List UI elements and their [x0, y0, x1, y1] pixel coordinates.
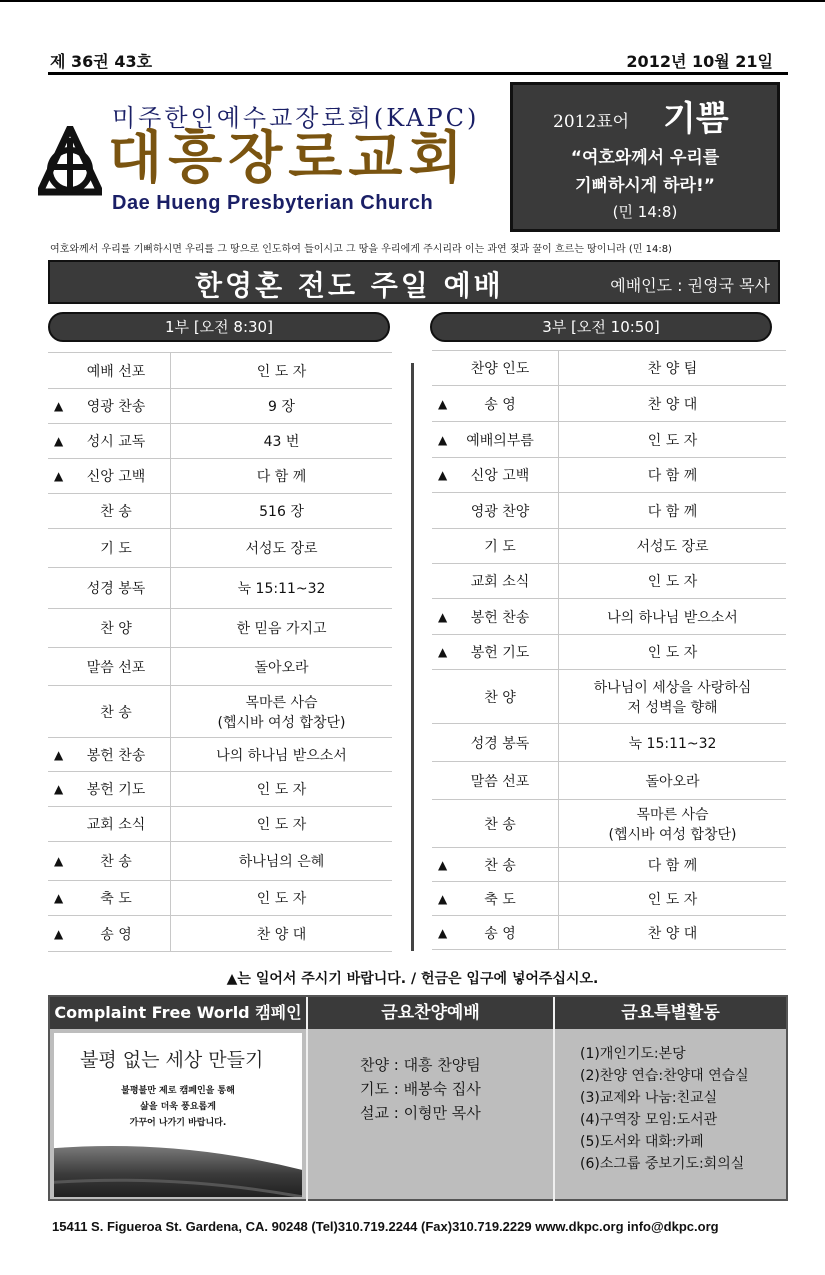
service-item-value	[559, 529, 787, 564]
service-item-value	[171, 881, 393, 916]
motto-year-label: 2012표어	[553, 112, 630, 132]
service-item-value-line: (헵시바 여성 합창단)	[608, 826, 737, 843]
campaign-line: 삶을 더욱 풍요롭게	[140, 1102, 216, 1112]
header-rule	[48, 72, 788, 75]
service-row	[432, 762, 786, 800]
service-row	[48, 459, 392, 494]
service-item-label: 송 영	[484, 925, 516, 942]
stand-marker-icon: ▲	[54, 926, 64, 941]
service-item-value	[559, 762, 787, 800]
service-item-label: 말씀 선포	[470, 773, 530, 790]
motto-reference: (민 14:8)	[612, 203, 678, 221]
service3-heading: 3부 [오전 10:50]	[430, 312, 772, 342]
service-item-label-cell	[432, 564, 559, 599]
year-motto-box	[510, 82, 780, 232]
service-item-label-cell	[48, 568, 171, 609]
service-row	[432, 529, 786, 564]
service-item-value-line: 43 번	[263, 434, 300, 450]
service-row	[48, 568, 392, 609]
service-item-value-line: 인 도 자	[256, 891, 307, 907]
church-logo-icon	[38, 126, 102, 196]
service-item-value-line: 찬 양 대	[647, 396, 698, 413]
friday-worship-item: 설교 : 이형만 목사	[360, 1104, 481, 1122]
service-title-bar	[48, 260, 780, 304]
service-item-label-cell	[48, 389, 171, 424]
service-item-value-line: 인 도 자	[647, 574, 698, 590]
service-item-label: 영광 찬송	[86, 399, 146, 415]
service-item-label-cell	[48, 738, 171, 772]
motto-line-2: 기뻐하시게 하라!”	[575, 176, 715, 196]
campaign-line: 가꾸어 나가기 바랍니다.	[129, 1118, 227, 1128]
service-item-value-line: 인 도 자	[647, 891, 698, 908]
stand-marker-icon: ▲	[438, 609, 448, 624]
activity-item: (5)도서와 대화:카페	[580, 1134, 704, 1150]
service-row	[48, 389, 392, 424]
service-row	[48, 772, 392, 807]
service-item-label: 성경 봉독	[86, 581, 146, 597]
service-item-label-cell	[432, 916, 559, 950]
service-item-label: 찬 양	[100, 621, 132, 637]
service-item-label: 봉헌 기도	[86, 782, 146, 798]
activity-item: (1)개인기도:본당	[580, 1046, 686, 1062]
service-row	[48, 807, 392, 842]
service-item-label-cell	[48, 916, 171, 952]
column-divider	[411, 363, 414, 951]
service-item-label: 신앙 고백	[86, 469, 146, 485]
friday-worship-item: 찬양 : 대흥 찬양팀	[360, 1056, 481, 1074]
service-item-value	[559, 386, 787, 422]
stand-marker-icon: ▲	[54, 747, 64, 762]
service-row	[48, 881, 392, 916]
service-item-value-line: 눅 15:11~32	[237, 581, 326, 597]
service-item-value-line: 다 함 께	[647, 857, 698, 874]
service-item-label: 예배 선포	[86, 363, 146, 380]
service-item-value-line: 저 성벽을 향해	[627, 699, 718, 716]
service-item-value-line: 목마른 사슴	[245, 694, 318, 711]
service-item-label-cell	[48, 529, 171, 568]
stand-marker-icon: ▲	[438, 468, 448, 482]
motto-line-1: “여호와께서 우리를	[570, 148, 720, 168]
service-item-value-line: 인 도 자	[256, 363, 307, 380]
service-item-value	[559, 635, 787, 670]
stand-marker-icon: ▲	[54, 399, 64, 413]
service-item-label-cell	[432, 882, 559, 916]
campaign-line: 불평불만 제로 캠페인을 통해	[121, 1086, 235, 1096]
service-item-label: 찬 송	[100, 704, 132, 721]
stand-marker-icon: ▲	[438, 396, 448, 411]
service-item-value	[171, 738, 393, 772]
service-item-label-cell	[432, 351, 559, 386]
service-item-label-cell	[432, 386, 559, 422]
service-item-value	[559, 458, 787, 493]
service-item-value	[559, 599, 787, 635]
service-item-label-cell	[432, 635, 559, 670]
service-row	[432, 800, 786, 848]
service-item-value-line: 한 믿음 가지고	[236, 621, 327, 637]
service-item-label-cell	[432, 762, 559, 800]
service-item-value	[559, 916, 787, 950]
service-item-value	[171, 842, 393, 881]
service-item-value-line: 찬 양 대	[647, 925, 698, 942]
service-row	[432, 882, 786, 916]
service-item-value-line: 나의 하나님 받으소서	[216, 747, 347, 764]
service-item-value	[171, 686, 393, 738]
service-row	[432, 916, 786, 950]
service-row	[48, 842, 392, 881]
service-item-value	[171, 568, 393, 609]
service-item-value	[559, 882, 787, 916]
service-item-value	[559, 351, 787, 386]
service-item-value-line: 다 함 께	[256, 469, 307, 485]
service-row	[48, 738, 392, 772]
service-item-label-cell	[48, 686, 171, 738]
service-item-label: 봉헌 찬송	[86, 747, 146, 764]
service-item-label-cell	[432, 422, 559, 458]
service-item-label-cell	[432, 848, 559, 882]
service-item-label: 교회 소식	[86, 817, 146, 833]
service-item-value	[171, 353, 393, 389]
service-item-label: 기 도	[484, 539, 516, 555]
motto-word: 기쁨	[663, 99, 729, 139]
service-item-label-cell	[48, 353, 171, 389]
service-item-label: 찬양 인도	[470, 361, 530, 377]
stand-marker-icon: ▲	[54, 469, 64, 483]
service-item-value	[559, 564, 787, 599]
service-row	[48, 686, 392, 738]
service-item-value-line: 찬 양 팀	[647, 361, 698, 377]
service-item-value	[171, 609, 393, 648]
church-name: 대흥장로교회	[108, 125, 469, 191]
service-item-value	[171, 807, 393, 842]
service-item-value-line: 하나님이 세상을 사랑하심	[593, 679, 752, 696]
friday-worship-item: 기도 : 배봉숙 집사	[360, 1080, 481, 1098]
bulletin-date: 2012년 10월 21일	[626, 52, 773, 71]
service-row	[48, 424, 392, 459]
service-item-label: 성경 봉독	[470, 735, 530, 752]
activity-item: (3)교제와 나눔:친교실	[580, 1090, 718, 1106]
service-item-value	[559, 848, 787, 882]
service1-order-table	[48, 352, 392, 952]
service-item-value-line: 눅 15:11~32	[628, 735, 717, 752]
service-item-label-cell	[48, 842, 171, 881]
service-item-label: 교회 소식	[470, 574, 530, 590]
service-item-label: 찬 송	[100, 504, 132, 520]
service-item-value	[559, 493, 787, 529]
service-item-value-line: 목마른 사슴	[636, 806, 709, 823]
service-item-label: 성시 교독	[86, 434, 146, 450]
denomination-name: 미주한인예수교장로회(KAPC)	[112, 104, 480, 132]
activity-item: (2)찬양 연습:찬양대 연습실	[580, 1068, 749, 1084]
stand-marker-icon: ▲	[438, 891, 448, 906]
motto-verse: 여호와께서 우리를 기뻐하시면 우리를 그 땅으로 인도하여 들이시고 그 땅을 우리에게 주시리라 이는 과연 젖과 꿀이 흐르는 땅이니라 (민 14:8)	[50, 244, 672, 255]
service-leader: 예배인도 : 권영국 목사	[610, 276, 770, 295]
service-item-label: 신앙 고백	[470, 468, 530, 484]
service-item-value-line: 인 도 자	[647, 645, 698, 661]
service-item-label-cell	[48, 609, 171, 648]
service-item-value-line: 찬 양 대	[256, 926, 307, 943]
standing-note: ▲는 일어서 주시기 바랍니다. / 헌금은 입구에 넣어주십시오.	[226, 971, 599, 987]
service-item-label-cell	[48, 807, 171, 842]
service-item-value	[171, 772, 393, 807]
service-item-value	[559, 724, 787, 762]
service-item-label: 예배의부름	[466, 432, 534, 449]
service-item-value-line: 인 도 자	[647, 432, 698, 449]
panel-divider	[553, 997, 555, 1201]
service-row	[432, 724, 786, 762]
service-row	[48, 353, 392, 389]
service-item-label: 영광 찬양	[470, 503, 530, 520]
church-contact-footer: 15411 S. Figueroa St. Gardena, CA. 90248 (Tel)310.719.2244 (Fax)310.719.2229 www.dkpc.org info@dkpc.org	[52, 1219, 719, 1234]
service-row	[432, 564, 786, 599]
bottom-info-panel	[48, 995, 788, 1201]
service-item-label: 찬 송	[100, 854, 132, 870]
service-item-label: 말씀 선포	[86, 659, 146, 676]
service-item-value	[559, 800, 787, 848]
service-item-value-line: 516 장	[259, 504, 304, 520]
panel-divider	[306, 997, 308, 1201]
service-row	[48, 916, 392, 952]
service-item-value-line: 돌아오라	[645, 773, 700, 790]
service-row	[432, 493, 786, 529]
service-item-label: 기 도	[100, 541, 132, 557]
service-item-value-line: 서성도 장로	[636, 539, 709, 555]
top-border	[0, 0, 825, 2]
service-item-label-cell	[48, 648, 171, 686]
service-item-label-cell	[48, 424, 171, 459]
service-row	[432, 848, 786, 882]
service-item-label: 축 도	[484, 891, 516, 908]
service-item-value-line: 나의 하나님 받으소서	[607, 609, 738, 626]
activity-item: (4)구역장 모임:도서관	[580, 1112, 718, 1128]
service-item-label: 축 도	[100, 891, 132, 907]
friday-worship-heading: 금요찬양예배	[308, 997, 553, 1029]
service-item-label-cell	[432, 724, 559, 762]
stand-marker-icon: ▲	[438, 645, 448, 659]
service-row	[432, 422, 786, 458]
campaign-heading: Complaint Free World 캠페인	[50, 997, 306, 1029]
service-row	[432, 351, 786, 386]
service-row	[48, 529, 392, 568]
service-item-label-cell	[432, 529, 559, 564]
service-item-value	[171, 389, 393, 424]
campaign-title: 불평 없는 세상 만들기	[80, 1049, 264, 1071]
service-item-value-line: 서성도 장로	[245, 541, 318, 557]
service-title: 한영혼 전도 주일 예배	[195, 269, 504, 302]
service-item-value-line: 인 도 자	[256, 782, 307, 798]
stand-marker-icon: ▲	[54, 434, 64, 448]
service-item-value	[171, 648, 393, 686]
service-item-value	[171, 916, 393, 952]
service-item-label-cell	[432, 458, 559, 493]
service-row	[48, 609, 392, 648]
service-item-value-line: 인 도 자	[256, 817, 307, 833]
service-item-label: 찬 양	[484, 689, 516, 706]
stand-marker-icon: ▲	[438, 857, 448, 872]
service-row	[432, 386, 786, 422]
activity-item: (6)소그룹 중보기도:회의실	[580, 1156, 745, 1172]
stand-marker-icon: ▲	[438, 432, 448, 447]
service-item-value-line: 다 함 께	[647, 468, 698, 484]
service-item-label-cell	[432, 670, 559, 724]
service-item-label-cell	[48, 494, 171, 529]
friday-activity-heading: 금요특별활동	[555, 997, 786, 1029]
service-item-label-cell	[48, 459, 171, 494]
issue-number: 제 36권 43호	[50, 52, 153, 71]
service3-order-table	[432, 350, 786, 950]
service-item-value-line: 다 함 께	[647, 503, 698, 520]
service-item-label-cell	[432, 493, 559, 529]
service-item-label-cell	[432, 599, 559, 635]
service-item-value-line: 9 장	[268, 399, 295, 415]
service-item-value	[559, 422, 787, 458]
service-item-label: 봉헌 기도	[470, 645, 530, 661]
stand-marker-icon: ▲	[54, 782, 64, 796]
service-item-label: 송 영	[484, 396, 516, 413]
church-name-english: Dae Hueng Presbyterian Church	[112, 192, 434, 214]
stand-marker-icon: ▲	[54, 854, 64, 868]
service-item-label-cell	[432, 800, 559, 848]
service-item-value-line: 하나님의 은혜	[238, 854, 325, 870]
friday-activity-list	[580, 1043, 749, 1175]
service-row	[432, 635, 786, 670]
service-item-label: 찬 송	[484, 857, 516, 874]
service-row	[432, 599, 786, 635]
service-item-value	[171, 529, 393, 568]
service-item-value	[559, 670, 787, 724]
wristband-picture	[54, 1143, 302, 1197]
stand-marker-icon: ▲	[54, 891, 64, 905]
stand-marker-icon: ▲	[438, 925, 448, 940]
service-row	[48, 494, 392, 529]
service-item-value-line: (헵시바 여성 합창단)	[217, 714, 346, 731]
service-item-value	[171, 459, 393, 494]
service-item-value	[171, 424, 393, 459]
service-item-label: 찬 송	[484, 816, 516, 833]
service-item-label-cell	[48, 772, 171, 807]
campaign-image	[54, 1033, 302, 1197]
service-item-label: 송 영	[100, 926, 132, 943]
service-row	[432, 458, 786, 493]
service-row	[48, 648, 392, 686]
service-row	[432, 670, 786, 724]
friday-worship-list	[360, 1053, 481, 1125]
service1-heading: 1부 [오전 8:30]	[48, 312, 390, 342]
service-item-label: 봉헌 찬송	[470, 609, 530, 626]
service-item-value-line: 돌아오라	[254, 659, 309, 676]
service-item-value	[171, 494, 393, 529]
service-item-label-cell	[48, 881, 171, 916]
